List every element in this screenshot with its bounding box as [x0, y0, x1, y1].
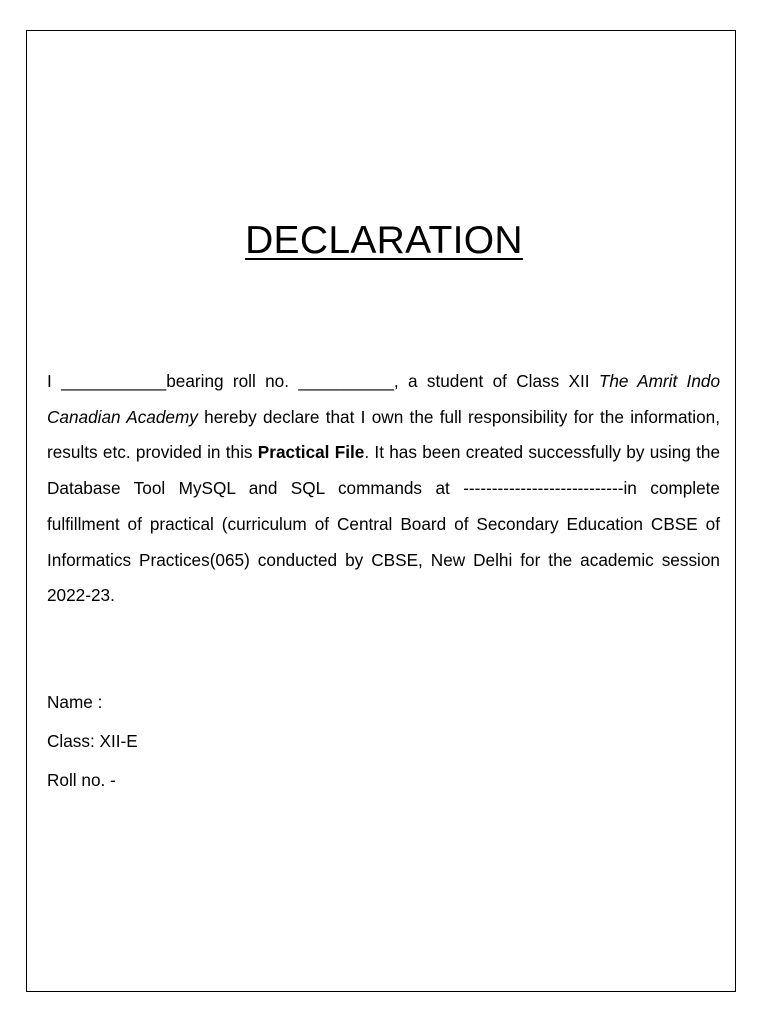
practical-file-label: Practical File [257, 442, 365, 463]
declaration-text-part2: hereby declare that I own the full responsibility for the information, results etc. provided in this [47, 406, 720, 463]
roll-no-field-label: Roll no. - [47, 770, 116, 790]
declaration-paragraph [47, 364, 720, 614]
school-name: The Amrit Indo Canadian Academy [47, 371, 720, 427]
document-title: DECLARATION [245, 219, 523, 263]
class-field-label: Class: XII-E [47, 731, 138, 751]
declaration-text-part3: . It has been created successfully by using the Database Tool MySQL and SQL commands at ----------------------------in complete fulfillment of practical (curriculum of Central Board of Secondary Education CBSE of Informatics Practices(065) conducted by CBSE, New Delhi for the academic session 2022-23. [47, 442, 721, 606]
declaration-text-part1: I ___________bearing roll no. __________, a student of Class XII [47, 371, 599, 391]
name-field-label: Name : [47, 692, 103, 712]
